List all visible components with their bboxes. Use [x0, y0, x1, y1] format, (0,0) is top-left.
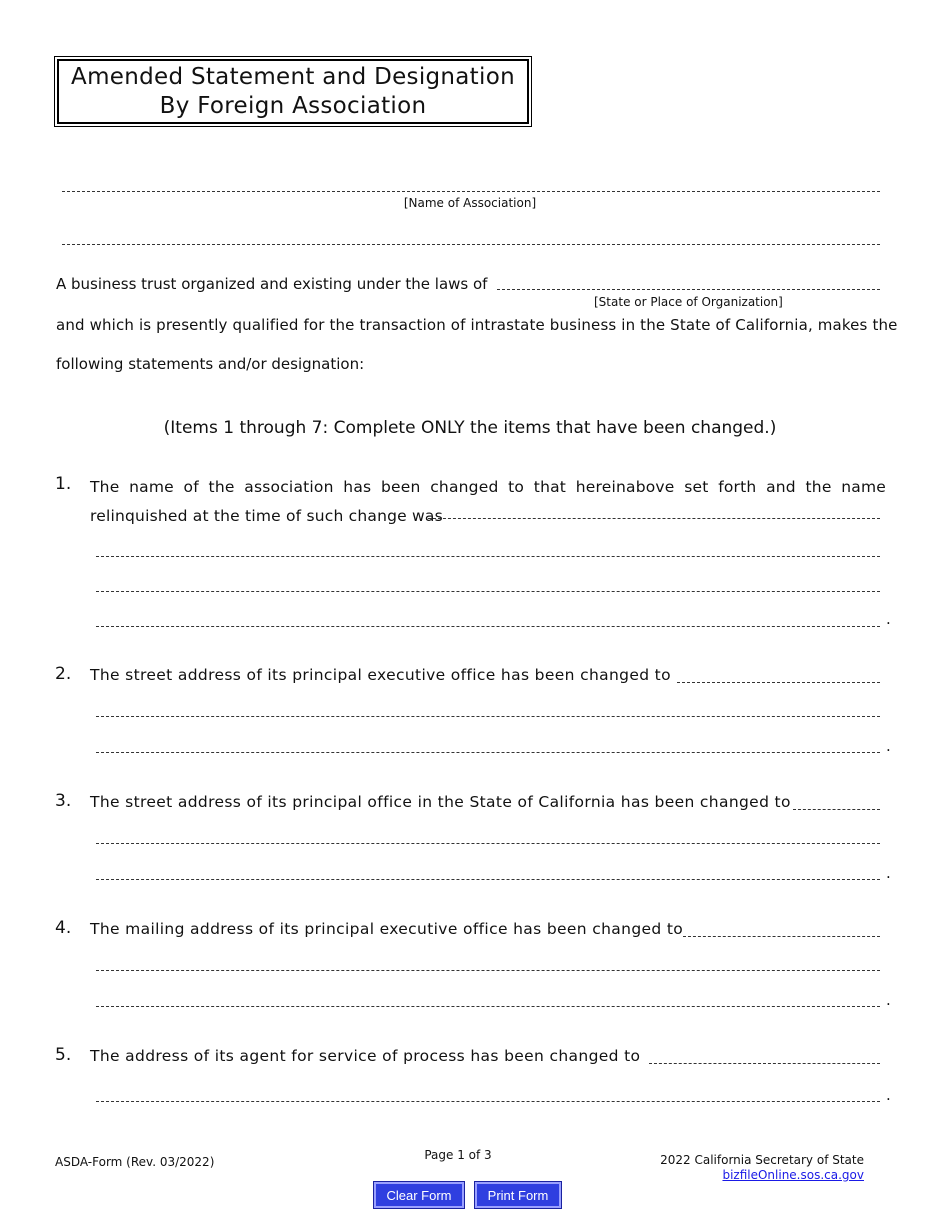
state-of-organization-field[interactable] — [497, 289, 880, 290]
item-4-period: . — [886, 991, 891, 1009]
copyright: 2022 California Secretary of State — [660, 1153, 864, 1167]
item-4-field-line-2[interactable] — [96, 970, 880, 971]
form-title-line-1: Amended Statement and Designation — [71, 63, 515, 90]
item-1-period: . — [886, 610, 891, 628]
item-1-field-line-1[interactable] — [428, 518, 880, 519]
item-3-text: The street address of its principal office in the State of California has been changed to — [90, 793, 791, 811]
item-2-number: 2. — [55, 664, 72, 684]
form-title-line-2: By Foreign Association — [159, 92, 427, 119]
association-name-field-2[interactable] — [62, 244, 880, 245]
item-2-period: . — [886, 737, 891, 755]
print-form-button[interactable]: Print Form — [475, 1182, 561, 1208]
item-1-field-line-2[interactable] — [96, 556, 880, 557]
item-4-field-line-1[interactable] — [683, 936, 880, 937]
item-2-field-line-2[interactable] — [96, 716, 880, 717]
item-3-field-line-2[interactable] — [96, 843, 880, 844]
intro-line-1: A business trust organized and existing under the laws of — [56, 275, 488, 293]
item-5-field-line-2[interactable] — [96, 1101, 880, 1102]
item-5-field-line-1[interactable] — [649, 1063, 880, 1064]
item-5-number: 5. — [55, 1045, 72, 1065]
item-1-text: The name of the association has been changed to that hereinabove set forth and the name relinquished at the time of such change was — [90, 478, 886, 525]
association-name-field[interactable] — [62, 191, 880, 192]
intro-line-3: following statements and/or designation: — [56, 355, 365, 373]
intro-line-2: and which is presently qualified for the transaction of intrastate business in the State of California, makes the — [56, 316, 898, 334]
item-5-text: The address of its agent for service of process has been changed to — [90, 1047, 641, 1065]
item-1-number: 1. — [55, 474, 72, 494]
item-2-field-line-1[interactable] — [677, 682, 880, 683]
item-4-field-line-3[interactable] — [96, 1006, 880, 1007]
item-5-period: . — [886, 1086, 891, 1104]
website-link[interactable]: bizfileOnline.sos.ca.gov — [722, 1168, 864, 1182]
page-number: Page 1 of 3 — [424, 1148, 492, 1162]
item-3-number: 3. — [55, 791, 72, 811]
item-4-number: 4. — [55, 918, 72, 938]
form-title-box — [54, 56, 532, 127]
footer-right — [660, 1153, 864, 1183]
item-1-field-line-4[interactable] — [96, 626, 880, 627]
association-name-label: [Name of Association] — [403, 196, 537, 210]
item-2-text: The street address of its principal executive office has been changed to — [90, 666, 671, 684]
item-3-field-line-1[interactable] — [793, 809, 880, 810]
form-id: ASDA-Form (Rev. 03/2022) — [55, 1155, 215, 1169]
item-1-field-line-3[interactable] — [96, 591, 880, 592]
form-title — [57, 59, 529, 124]
item-3-field-line-3[interactable] — [96, 879, 880, 880]
state-of-organization-label: [State or Place of Organization] — [594, 295, 783, 309]
item-2-field-line-3[interactable] — [96, 752, 880, 753]
item-3-period: . — [886, 864, 891, 882]
item-4-text: The mailing address of its principal executive office has been changed to — [90, 920, 684, 938]
instruction-note: (Items 1 through 7: Complete ONLY the items that have been changed.) — [163, 418, 777, 438]
clear-form-button[interactable]: Clear Form — [374, 1182, 464, 1208]
